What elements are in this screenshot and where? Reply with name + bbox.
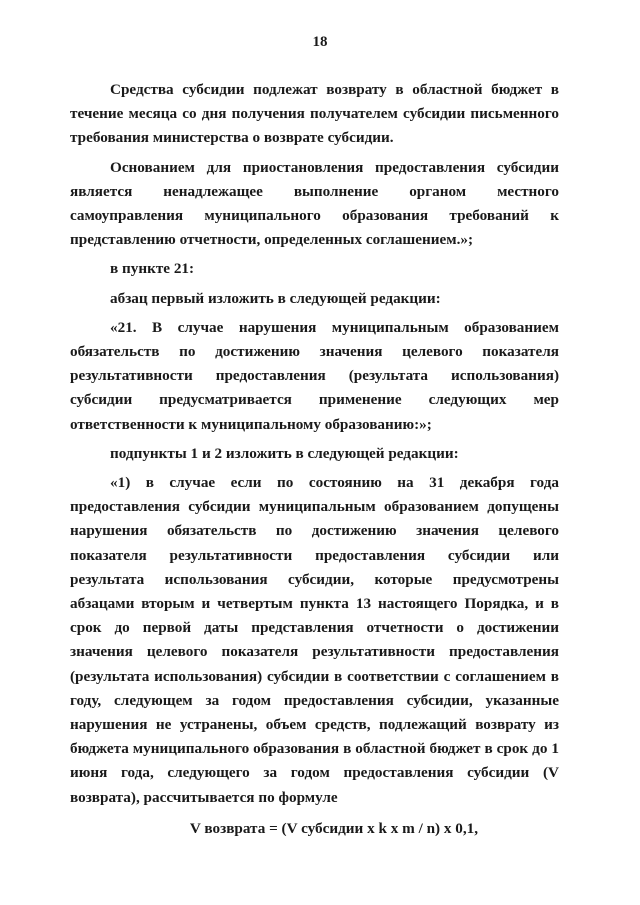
paragraph-subpoint-1: «1) в случае если по состоянию на 31 декабря года предоставления субсидии муниципальным образованием допущены нарушения обязательств по достижению значения целевого показателя результативности предоставления субсидии или результата использования субсидии, которые предусмотрены абзацами вторым и четвертым пункта 13 настоящего Порядка, и в срок до первой даты представления отчетности о достижении значения целевого показателя результативности предоставления (результата использования) субсидии в соответствии с соглашением в году, следующем за годом предоставления субсидии, указанные нарушения не устранены, объем средств, подлежащий возврату из бюджета муниципального образования в областной бюджет в срок до 1 июня года, следующего за годом предоставления субсидии (V возврата), рассчитывается по формуле	[70, 474, 559, 806]
document-body	[70, 78, 559, 810]
paragraph-subpoints: подпункты 1 и 2 изложить в следующей редакции:	[110, 444, 459, 462]
paragraph-point-21: в пункте 21:	[110, 260, 195, 278]
page-number: 18	[312, 34, 328, 50]
paragraph-clause-21: «21. В случае нарушения муниципальным образованием обязательств по достижению значения целевого показателя результативности предоставления (результата использования) субсидии предусматривается применение следующих мер ответственности к муниципальному образованию:»;	[70, 318, 559, 433]
formula: V возврата = (V субсидии x k x m / n) x 0,1,	[189, 820, 479, 837]
paragraph-subsidy-return: Средства субсидии подлежат возврату в областной бюджет в течение месяца со дня получения получателем субсидии письменного требования министерства о возврате субсидии.	[70, 81, 559, 147]
paragraph-suspension-grounds: Основанием для приостановления предоставления субсидии является ненадлежащее выполнение органом местного самоуправления муниципального образования требований к представлению отчетности, определенных соглашением.»;	[70, 158, 559, 249]
paragraph-first-abzac: абзац первый изложить в следующей редакции:	[110, 289, 441, 307]
